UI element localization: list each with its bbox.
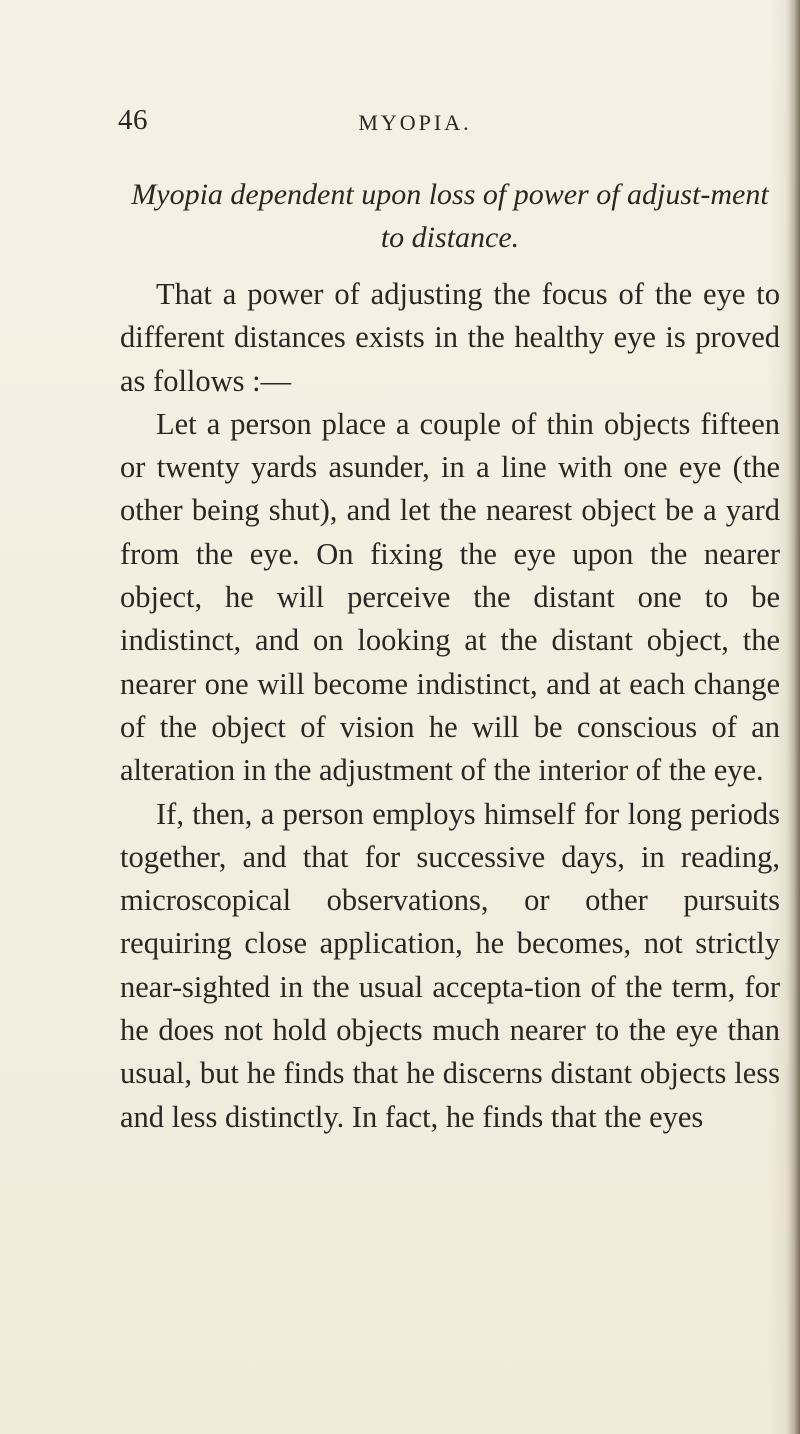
- paragraph: That a power of adjusting the focus of the eye to different distances exists in the healthy eye is proved as follows :—: [120, 277, 780, 398]
- page-header: [0, 104, 800, 144]
- paragraph: If, then, a person employs himself for long periods together, and that for successive days, in reading, microscopical observations, or other pursuits requiring close application, he becomes, not strictly near-sighted in the usual accepta-tion of the term, for he does not hold objects much nearer to the eye than usual, but he finds that he discerns distant objects less and less distinctly. In fact, he finds that the eyes: [120, 796, 780, 1134]
- running-head: MYOPIA.: [358, 110, 472, 135]
- section-heading: Myopia dependent upon loss of power of adjust-ment to distance.: [131, 178, 769, 254]
- paragraph: Let a person place a couple of thin objects fifteen or twenty yards asunder, in a line with one eye (the other being shut), and let the nearest object be a yard from the eye. On fixing the eye upon the nearer object, he will perceive the distant one to be indistinct, and on looking at the distant object, the nearer one will become indistinct, and at each change of the object of vision he will be conscious of an alteration in the adjustment of the interior of the eye.: [120, 406, 780, 788]
- page-edge-shadow: [786, 0, 800, 1434]
- page-body: [120, 173, 780, 1139]
- page-number: 46: [118, 104, 148, 136]
